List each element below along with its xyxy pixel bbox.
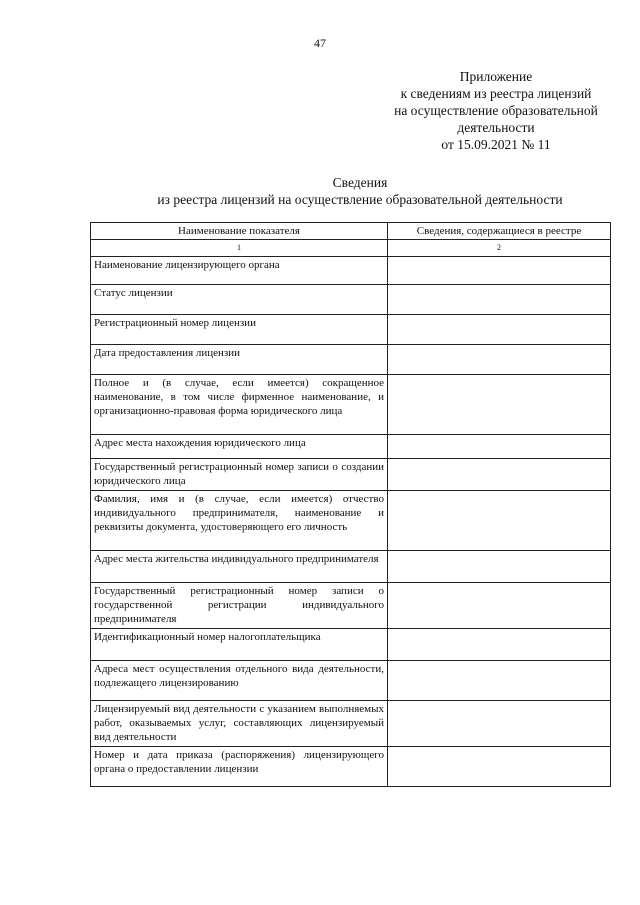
heading-subtitle: из реестра лицензий на осуществление образовательной деятельности	[157, 192, 563, 207]
registry-table	[90, 222, 611, 787]
indicator-cell: Дата предоставления лицензии	[91, 345, 388, 375]
table-row	[91, 375, 611, 435]
indicator-cell: Адрес места нахождения юридического лица	[91, 435, 388, 459]
indicator-cell: Полное и (в случае, если имеется) сокращенное наименование, в том числе фирменное наименование, и организационно-правовая форма юридического лица	[91, 375, 388, 435]
indicator-cell: Регистрационный номер лицензии	[91, 315, 388, 345]
indicator-cell: Статус лицензии	[91, 285, 388, 315]
table-row	[91, 435, 611, 459]
column-number: 1	[91, 240, 388, 257]
table-row	[91, 257, 611, 285]
table-header-row	[91, 223, 611, 240]
value-cell	[388, 661, 611, 701]
appendix-line: деятельности	[457, 120, 535, 135]
appendix-line: от 15.09.2021 № 11	[441, 137, 551, 152]
indicator-cell: Наименование лицензирующего органа	[91, 257, 388, 285]
table-row	[91, 459, 611, 491]
table-row	[91, 747, 611, 787]
indicator-cell: Лицензируемый вид деятельности с указанием выполняемых работ, оказываемых услуг, составляющих лицензируемый вид деятельности	[91, 701, 388, 747]
table-row	[91, 629, 611, 661]
indicator-cell: Адреса мест осуществления отдельного вида деятельности, подлежащего лицензированию	[91, 661, 388, 701]
indicator-cell: Фамилия, имя и (в случае, если имеется) отчество индивидуального предпринимателя, наименование и реквизиты документа, удостоверяющего его личность	[91, 491, 388, 551]
heading-title: Сведения	[332, 175, 388, 190]
indicator-cell: Номер и дата приказа (распоряжения) лицензирующего органа о предоставлении лицензии	[91, 747, 388, 787]
value-cell	[388, 257, 611, 285]
value-cell	[388, 285, 611, 315]
table-row	[91, 315, 611, 345]
indicator-cell: Адрес места жительства индивидуального предпринимателя	[91, 551, 388, 583]
value-cell	[388, 459, 611, 491]
value-cell	[388, 629, 611, 661]
value-cell	[388, 701, 611, 747]
column-number: 2	[388, 240, 611, 257]
appendix-line: к сведениям из реестра лицензий	[400, 86, 592, 101]
appendix-line: на осуществление образовательной	[394, 103, 598, 118]
document-heading	[100, 174, 620, 208]
value-cell	[388, 551, 611, 583]
value-cell	[388, 747, 611, 787]
table-row	[91, 583, 611, 629]
value-cell	[388, 491, 611, 551]
table-row	[91, 701, 611, 747]
value-cell	[388, 375, 611, 435]
table-row	[91, 345, 611, 375]
column-number-row	[91, 240, 611, 257]
indicator-cell: Государственный регистрационный номер записи о государственной регистрации индивидуального предпринимателя	[91, 583, 388, 629]
value-cell	[388, 345, 611, 375]
value-cell	[388, 315, 611, 345]
page-number: 47	[314, 36, 326, 50]
appendix-block	[366, 68, 626, 153]
column-header-indicator: Наименование показателя	[91, 223, 388, 240]
column-header-registry-info: Сведения, содержащиеся в реестре	[388, 223, 611, 240]
table-row	[91, 551, 611, 583]
value-cell	[388, 435, 611, 459]
indicator-cell: Идентификационный номер налогоплательщика	[91, 629, 388, 661]
indicator-cell: Государственный регистрационный номер записи о создании юридического лица	[91, 459, 388, 491]
table-row	[91, 285, 611, 315]
value-cell	[388, 583, 611, 629]
appendix-line: Приложение	[459, 69, 533, 84]
table-row	[91, 661, 611, 701]
table-row	[91, 491, 611, 551]
